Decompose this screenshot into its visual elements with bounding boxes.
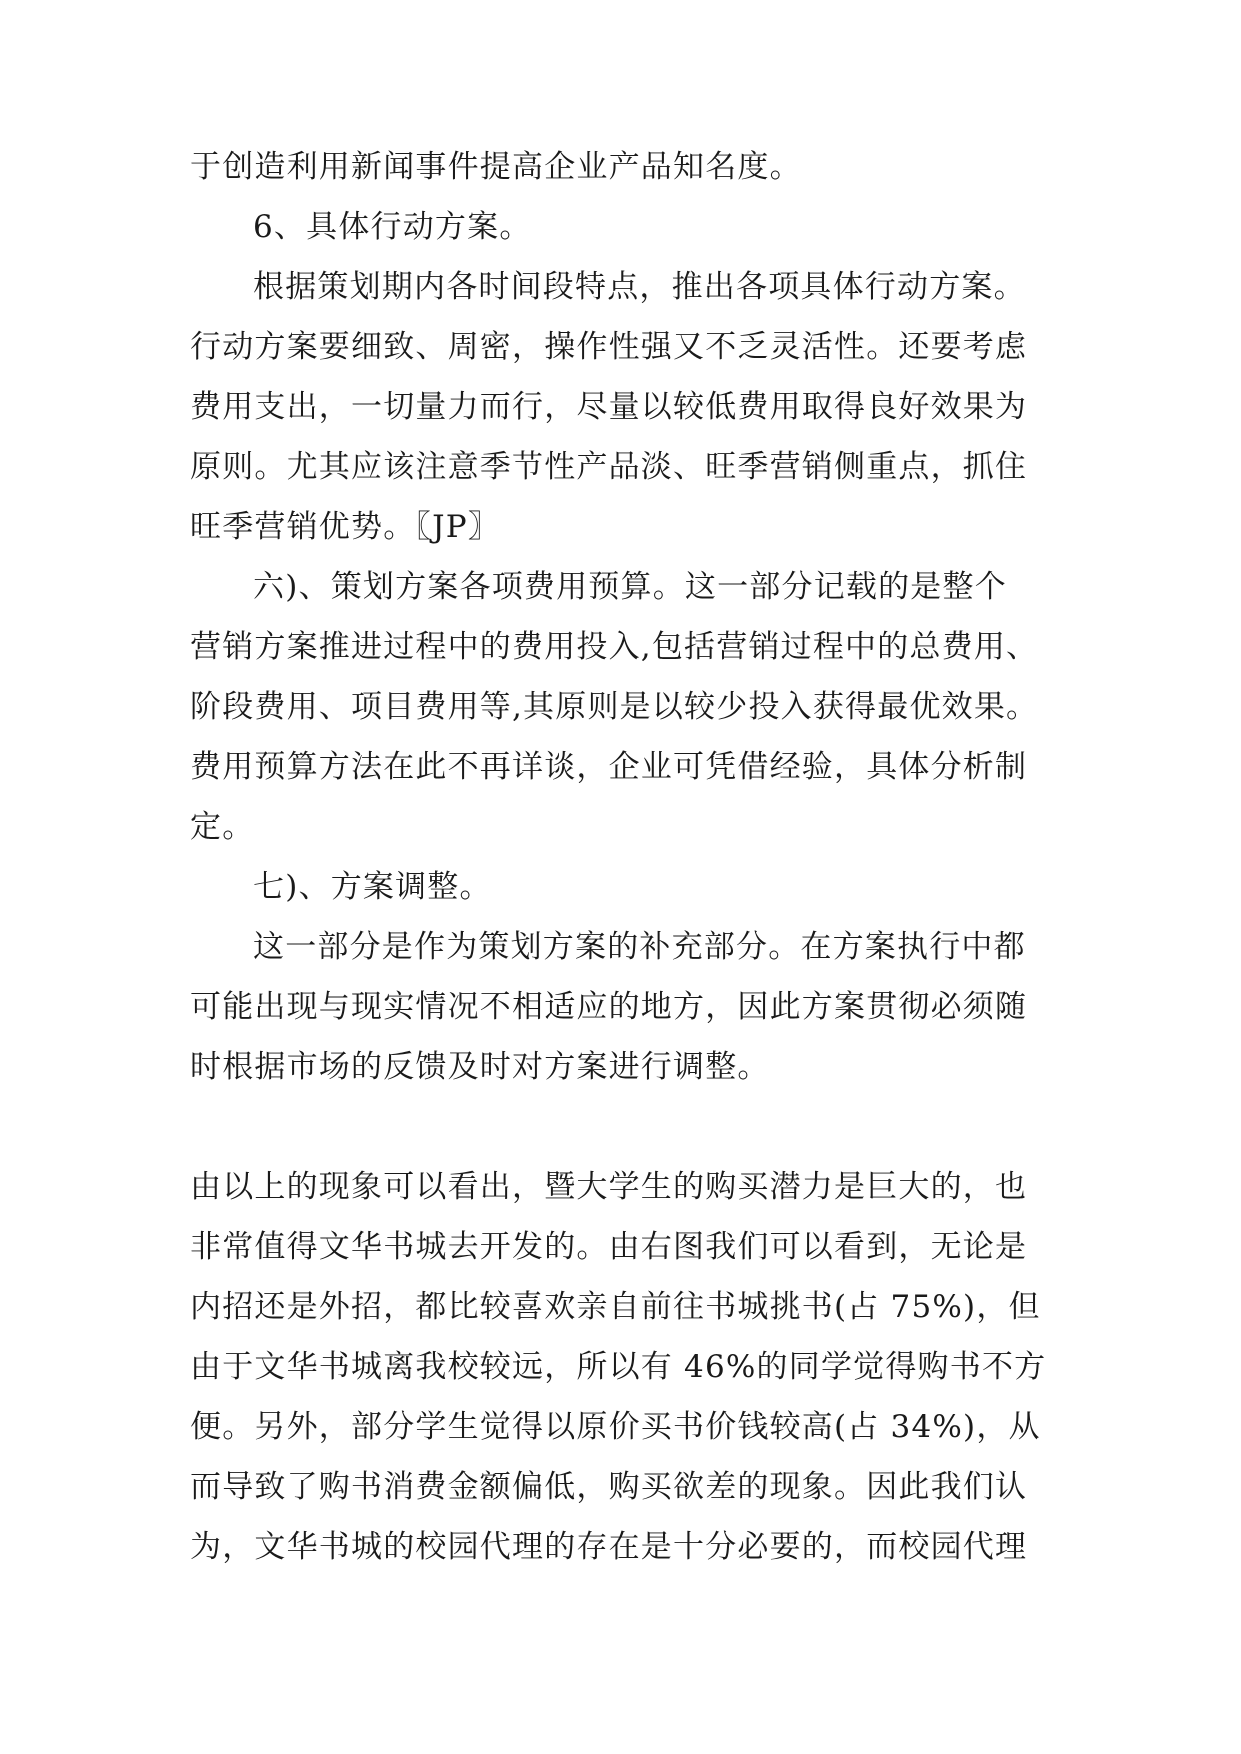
text-line: 由以上的现象可以看出，暨大学生的购买潜力是巨大的，也 — [190, 1169, 1028, 1205]
text-line: 原则。尤其应该注意季节性产品淡、旺季营销侧重点，抓住 — [190, 449, 1028, 485]
text-line: 行动方案要细致、周密，操作性强又不乏灵活性。还要考虑 — [190, 329, 1028, 365]
text-line: 旺季营销优势。〖JP〗 — [190, 509, 500, 545]
section-heading: 六)、策划方案各项费用预算。这一部分记载的是整个 — [253, 569, 1007, 605]
text-line: 可能出现与现实情况不相适应的地方，因此方案贯彻必须随 — [190, 989, 1028, 1025]
text-line: 而导致了购书消费金额偏低，购买欲差的现象。因此我们认 — [190, 1469, 1028, 1505]
text-line: 由于文华书城离我校较远，所以有 46%的同学觉得购书不方 — [190, 1349, 1047, 1385]
text-line: 根据策划期内各时间段特点，推出各项具体行动方案。 — [253, 269, 1026, 305]
section-heading: 6、具体行动方案。 — [253, 209, 532, 245]
text-line: 这一部分是作为策划方案的补充部分。在方案执行中都 — [253, 929, 1026, 965]
text-line: 时根据市场的反馈及时对方案进行调整。 — [190, 1049, 770, 1085]
text-line: 便。另外，部分学生觉得以原价买书价钱较高(占 34%)，从 — [190, 1409, 1041, 1445]
section-heading: 七)、方案调整。 — [253, 869, 492, 905]
text-line: 定。 — [190, 809, 255, 845]
text-line: 费用支出，一切量力而行，尽量以较低费用取得良好效果为 — [190, 389, 1028, 425]
text-line: 费用预算方法在此不再详谈，企业可凭借经验，具体分析制 — [190, 749, 1028, 785]
text-line: 于创造利用新闻事件提高企业产品知名度。 — [190, 149, 802, 185]
text-line: 营销方案推进过程中的费用投入,包括营销过程中的总费用、 — [190, 629, 1039, 665]
text-line: 内招还是外招，都比较喜欢亲自前往书城挑书(占 75%)，但 — [190, 1289, 1041, 1325]
text-line: 为，文华书城的校园代理的存在是十分必要的，而校园代理 — [190, 1529, 1028, 1565]
text-line: 阶段费用、项目费用等,其原则是以较少投入获得最优效果。 — [190, 689, 1039, 725]
text-line: 非常值得文华书城去开发的。由右图我们可以看到，无论是 — [190, 1229, 1028, 1265]
